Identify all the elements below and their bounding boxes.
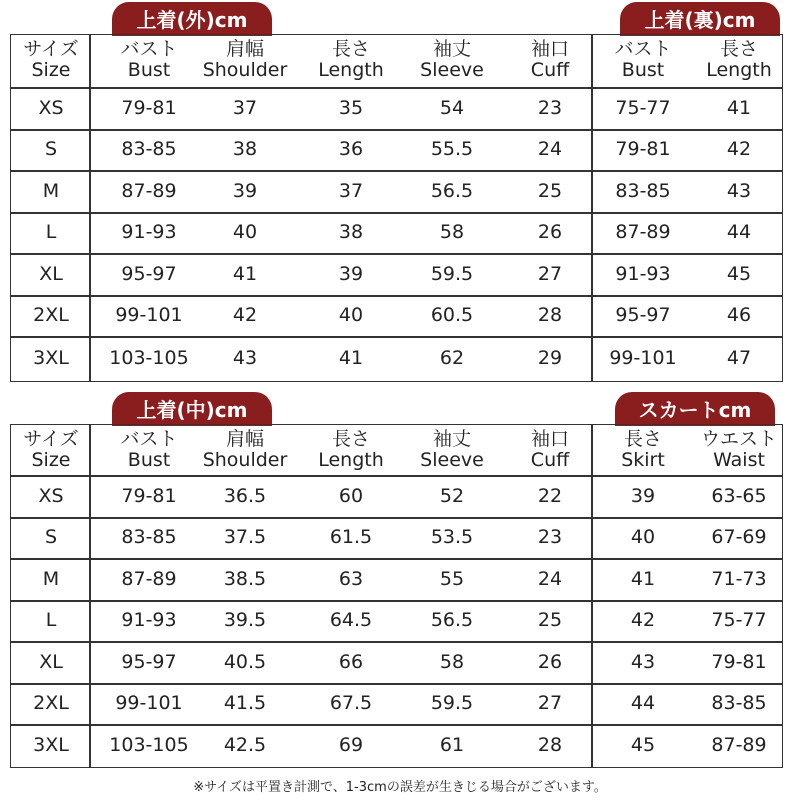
bottom-header-en: Skirt — [621, 449, 665, 471]
bottom-table-cell: 75-77 — [711, 609, 767, 631]
top-table-cell: 26 — [537, 221, 563, 243]
top-header-jp: バスト — [120, 38, 178, 60]
top-table-cell: 27 — [537, 263, 563, 285]
bottom-table-cell: 40.5 — [223, 651, 267, 673]
top-table-cell: 40 — [338, 304, 364, 326]
top-table-cell: 42 — [726, 138, 752, 160]
bottom-table-cell: 53.5 — [430, 526, 474, 548]
top-table-cell: 37 — [232, 97, 258, 119]
bottom-header-jp: 長さ — [623, 428, 662, 450]
bottom-header-en: Cuff — [530, 449, 570, 471]
bottom-table-cell: 67-69 — [711, 526, 767, 548]
top-header-jp: 長さ — [331, 38, 370, 60]
bottom-table-cell: 52 — [439, 485, 465, 507]
top-table-cell: 39 — [338, 263, 364, 285]
top-header-en: Size — [31, 59, 71, 81]
top-header-en: Bust — [127, 59, 171, 81]
bottom-table-cell: 25 — [537, 609, 563, 631]
top-table-cell: 58 — [439, 221, 465, 243]
bottom-header-en: Size — [31, 449, 71, 471]
top-table-cell: 99-101 — [609, 347, 677, 369]
bottom-header-en: Sleeve — [420, 449, 484, 471]
bottom-table-cell: 38.5 — [223, 568, 267, 590]
bottom-header-jp: バスト — [120, 428, 178, 450]
middle-jacket-badge: 上着(中)cm — [112, 392, 272, 426]
top-table-cell: 103-105 — [109, 347, 189, 369]
top-header-cell — [296, 39, 406, 81]
bottom-table-cell: 63 — [338, 568, 364, 590]
top-table-cell: 39 — [232, 180, 258, 202]
top-table-cell: 35 — [338, 97, 364, 119]
bottom-table-cell: 22 — [537, 485, 563, 507]
top-table-cell: 38 — [338, 221, 364, 243]
bottom-header-cell — [94, 429, 204, 471]
top-table-cell: 91-93 — [615, 263, 671, 285]
bottom-table-cell: 79-81 — [121, 485, 177, 507]
top-table-cell: XL — [39, 263, 63, 285]
top-table-cell: 62 — [439, 347, 465, 369]
bottom-header-cell — [588, 429, 698, 471]
bottom-table-cell: 71-73 — [711, 568, 767, 590]
top-table-cell: 25 — [537, 180, 563, 202]
bottom-table-cell: S — [44, 526, 58, 548]
skirt-badge: スカートcm — [615, 392, 775, 426]
top-table-cell: 37 — [338, 180, 364, 202]
bottom-header-cell — [190, 429, 300, 471]
bottom-table-cell: 3XL — [33, 734, 69, 756]
bottom-table-cell: 41.5 — [223, 692, 267, 714]
top-header-cell — [190, 39, 300, 81]
bottom-table-cell: 69 — [338, 734, 364, 756]
top-table-cell: 38 — [232, 138, 258, 160]
top-table-cell: 3XL — [33, 347, 69, 369]
bottom-table-cell: 61.5 — [329, 526, 373, 548]
top-header-cell — [588, 39, 698, 81]
bottom-header-cell — [0, 429, 106, 471]
bottom-size-table — [10, 424, 783, 768]
top-table-cell: 87-89 — [121, 180, 177, 202]
bottom-table-cell: 63-65 — [711, 485, 767, 507]
top-header-cell — [0, 39, 106, 81]
top-table-cell: 24 — [537, 138, 563, 160]
bottom-table-cell: 87-89 — [121, 568, 177, 590]
top-table-cell: 47 — [726, 347, 752, 369]
top-table-cell: 56.5 — [430, 180, 474, 202]
top-header-en: Shoulder — [202, 59, 288, 81]
top-header-jp: 長さ — [719, 38, 758, 60]
top-table-cell: 36 — [338, 138, 364, 160]
bottom-table-cell: 95-97 — [121, 651, 177, 673]
top-table-cell: 28 — [537, 304, 563, 326]
bottom-table-cell: 99-101 — [115, 692, 183, 714]
bottom-table-cell: XL — [39, 651, 63, 673]
lining-jacket-badge: 上着(裏)cm — [620, 2, 780, 36]
top-table-cell: 46 — [726, 304, 752, 326]
top-table-cell: 95-97 — [121, 263, 177, 285]
top-table-cell: 54 — [439, 97, 465, 119]
top-table-cell: 99-101 — [115, 304, 183, 326]
top-table-cell: 41 — [338, 347, 364, 369]
top-table-cell: S — [44, 138, 58, 160]
bottom-table-cell: 55 — [439, 568, 465, 590]
bottom-table-cell: 42 — [630, 609, 656, 631]
bottom-table-cell: 83-85 — [711, 692, 767, 714]
top-table-cell: 43 — [726, 180, 752, 202]
bottom-table-cell: 64.5 — [329, 609, 373, 631]
bottom-header-jp: サイズ — [23, 428, 79, 450]
top-table-cell: M — [42, 180, 60, 202]
bottom-table-cell: 91-93 — [121, 609, 177, 631]
top-table-cell: 42 — [232, 304, 258, 326]
bottom-table-cell: 58 — [439, 651, 465, 673]
top-header-en: Sleeve — [420, 59, 484, 81]
top-table-cell: 87-89 — [615, 221, 671, 243]
top-header-jp: 肩幅 — [225, 38, 264, 60]
bottom-header-en: Shoulder — [202, 449, 288, 471]
top-header-jp: 袖丈 — [432, 38, 471, 60]
bottom-table-cell: XS — [38, 485, 64, 507]
bottom-header-en: Length — [318, 449, 384, 471]
bottom-table-cell: 24 — [537, 568, 563, 590]
top-table-cell: 75-77 — [615, 97, 671, 119]
outer-jacket-badge: 上着(外)cm — [112, 2, 272, 36]
bottom-header-jp: 袖丈 — [432, 428, 471, 450]
measurement-footnote: ※サイズは平置き計測で、1-3cmの誤差が生きじる場合がございます。 — [193, 780, 607, 795]
top-table-cell: 83-85 — [121, 138, 177, 160]
bottom-table-cell: 56.5 — [430, 609, 474, 631]
bottom-header-cell — [684, 429, 794, 471]
top-header-cell — [397, 39, 507, 81]
bottom-table-cell: 39.5 — [223, 609, 267, 631]
top-header-en: Cuff — [530, 59, 570, 81]
bottom-table-cell: 37.5 — [223, 526, 267, 548]
top-table-cell: 41 — [232, 263, 258, 285]
bottom-header-cell — [397, 429, 507, 471]
bottom-table-cell: 66 — [338, 651, 364, 673]
top-table-cell: 55.5 — [430, 138, 474, 160]
top-table-cell: 23 — [537, 97, 563, 119]
bottom-header-jp: 長さ — [331, 428, 370, 450]
top-table-cell: XS — [38, 97, 64, 119]
top-size-table — [10, 34, 783, 382]
bottom-header-jp: ウエスト — [700, 428, 777, 450]
top-table-cell: 79-81 — [615, 138, 671, 160]
top-header-jp: 袖口 — [530, 38, 569, 60]
bottom-header-en: Bust — [127, 449, 171, 471]
top-table-cell: 79-81 — [121, 97, 177, 119]
bottom-table-cell: 61 — [439, 734, 465, 756]
bottom-table-cell: 23 — [537, 526, 563, 548]
bottom-table-cell: 41 — [630, 568, 656, 590]
top-table-cell: 45 — [726, 263, 752, 285]
top-header-jp: バスト — [614, 38, 672, 60]
top-header-cell — [94, 39, 204, 81]
bottom-header-en: Waist — [713, 449, 765, 471]
bottom-table-cell: 67.5 — [329, 692, 373, 714]
bottom-table-cell: 26 — [537, 651, 563, 673]
bottom-header-jp: 袖口 — [530, 428, 569, 450]
top-table-cell: 59.5 — [430, 263, 474, 285]
top-table-cell: 29 — [537, 347, 563, 369]
bottom-table-cell: 60 — [338, 485, 364, 507]
bottom-table-cell: M — [42, 568, 60, 590]
top-table-cell: 91-93 — [121, 221, 177, 243]
top-table-cell: 44 — [726, 221, 752, 243]
bottom-table-cell: 27 — [537, 692, 563, 714]
bottom-header-jp: 肩幅 — [225, 428, 264, 450]
top-table-cell: 41 — [726, 97, 752, 119]
bottom-table-cell: 45 — [630, 734, 656, 756]
top-table-cell: 40 — [232, 221, 258, 243]
bottom-table-cell: 36.5 — [223, 485, 267, 507]
top-table-cell: 2XL — [33, 304, 69, 326]
top-header-en: Bust — [621, 59, 665, 81]
top-table-cell: 95-97 — [615, 304, 671, 326]
bottom-table-cell: 28 — [537, 734, 563, 756]
bottom-table-cell: 87-89 — [711, 734, 767, 756]
bottom-table-cell: 44 — [630, 692, 656, 714]
top-table-cell: 60.5 — [430, 304, 474, 326]
bottom-table-cell: 40 — [630, 526, 656, 548]
top-header-en: Length — [318, 59, 384, 81]
top-header-cell — [684, 39, 794, 81]
bottom-table-cell: 103-105 — [109, 734, 189, 756]
bottom-table-cell: 83-85 — [121, 526, 177, 548]
top-table-cell: 43 — [232, 347, 258, 369]
top-table-cell: L — [45, 221, 57, 243]
top-header-jp: サイズ — [23, 38, 79, 60]
bottom-table-cell: 79-81 — [711, 651, 767, 673]
bottom-table-cell: 39 — [630, 485, 656, 507]
bottom-table-cell: 43 — [630, 651, 656, 673]
bottom-table-cell: L — [45, 609, 57, 631]
bottom-header-cell — [296, 429, 406, 471]
bottom-table-cell: 59.5 — [430, 692, 474, 714]
bottom-table-cell: 2XL — [33, 692, 69, 714]
top-header-en: Length — [706, 59, 772, 81]
top-table-cell: 83-85 — [615, 180, 671, 202]
bottom-table-cell: 42.5 — [223, 734, 267, 756]
